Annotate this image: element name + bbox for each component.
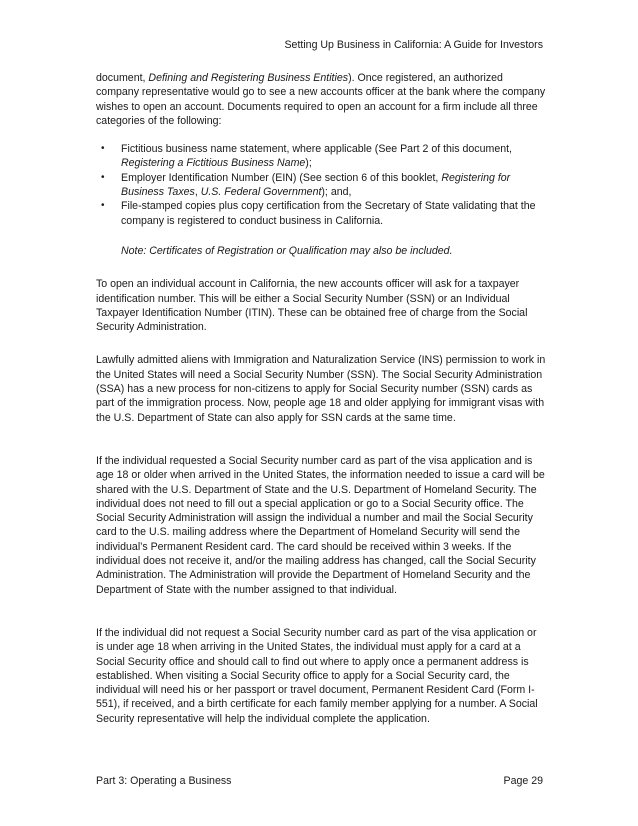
requirements-list [96, 142, 546, 228]
list-item: • File-stamped copies plus copy certification from the Secretary of State validating that the company is registered to conduct business in California. [101, 200, 536, 227]
footer-section: Part 3: Operating a Business [96, 775, 232, 787]
list-item: • Fictitious business name statement, where applicable (See Part 2 of this document, Registering a Fictitious Business Name); [101, 143, 512, 170]
intro-paragraph [96, 71, 546, 128]
footer-page-number: Page 29 [503, 775, 543, 787]
bullet-icon: • [101, 200, 105, 212]
paragraph-visa-not-requested: If the individual did not request a Social Security number card as part of the visa application or is under age 18 when arriving in the United States, the individual must apply for a card at a Social Security office and should call to find out where to apply once a permanent address is established. When visiting a Social Security office to apply for a Social Security card, the individual will need his or her passport or travel document, Permanent Resident Card (Form I-551), if received, and a birth certificate for each family member applying for a number. A Social Security representative will help the individual complete the application. [96, 626, 538, 725]
paragraph-visa-requested: If the individual requested a Social Security number card as part of the visa application and is age 18 or older when arrived in the United States, the information needed to issue a card will be shared with the U.S. Department of State and the U.S. Department of Homeland Security. The individual does not need to fill out a special application or go to a Social Security office. The Social Security Administration will assign the individual a number and mail the Social Security card to the U.S. mailing address where the Department of Homeland Security will send the individual’s Permanent Resident card. The card should be received within 3 weeks. If the individual does not receive it, and/or the mailing address has changed, call the Social Security Administration. The Administration will provide the Department of Homeland Security and the Department of State with the number assigned to that individual. [96, 454, 545, 596]
paragraph-account: To open an individual account in California, the new accounts officer will ask for a taxpayer identification number. This will be either a Social Security Number (SSN) or an Individual Taxpayer Identification Number (ITIN). These can be obtained free of charge from the Social Security Administration. [96, 278, 528, 334]
note-text: Note: Certificates of Registration or Qualification may also be included. [121, 244, 453, 257]
paragraph-aliens: Lawfully admitted aliens with Immigration and Naturalization Service (INS) permission to work in the United States will need a Social Security Number (SSN). The Social Security Administration (SSA) has a new process for non-citizens to apply for Social Security number (SSN) cards as part of the immigration process. Now, people age 18 and older applying for immigrant visas with the U.S. Department of State can also apply for SSN cards at the same time. [96, 354, 546, 424]
intro-italic-title: Defining and Registering Business Entities [148, 72, 349, 84]
intro-text-2: ). Once registered, an authorized company representative would go to see a new accounts officer at the bank where the company wishes to open an account. Documents required to open an account for a firm include all three categories of the following: [96, 72, 546, 127]
bullet-icon: • [101, 171, 105, 183]
page-body [96, 71, 546, 726]
page-header: Setting Up Business in California: A Guide for Investors [284, 39, 543, 51]
bullet-icon: • [101, 143, 105, 155]
intro-text-1: document, [96, 72, 149, 84]
list-item: • Employer Identification Number (EIN) (See section 6 of this booklet, Registering for Business Taxes, U.S. Federal Government); and, [101, 171, 511, 199]
